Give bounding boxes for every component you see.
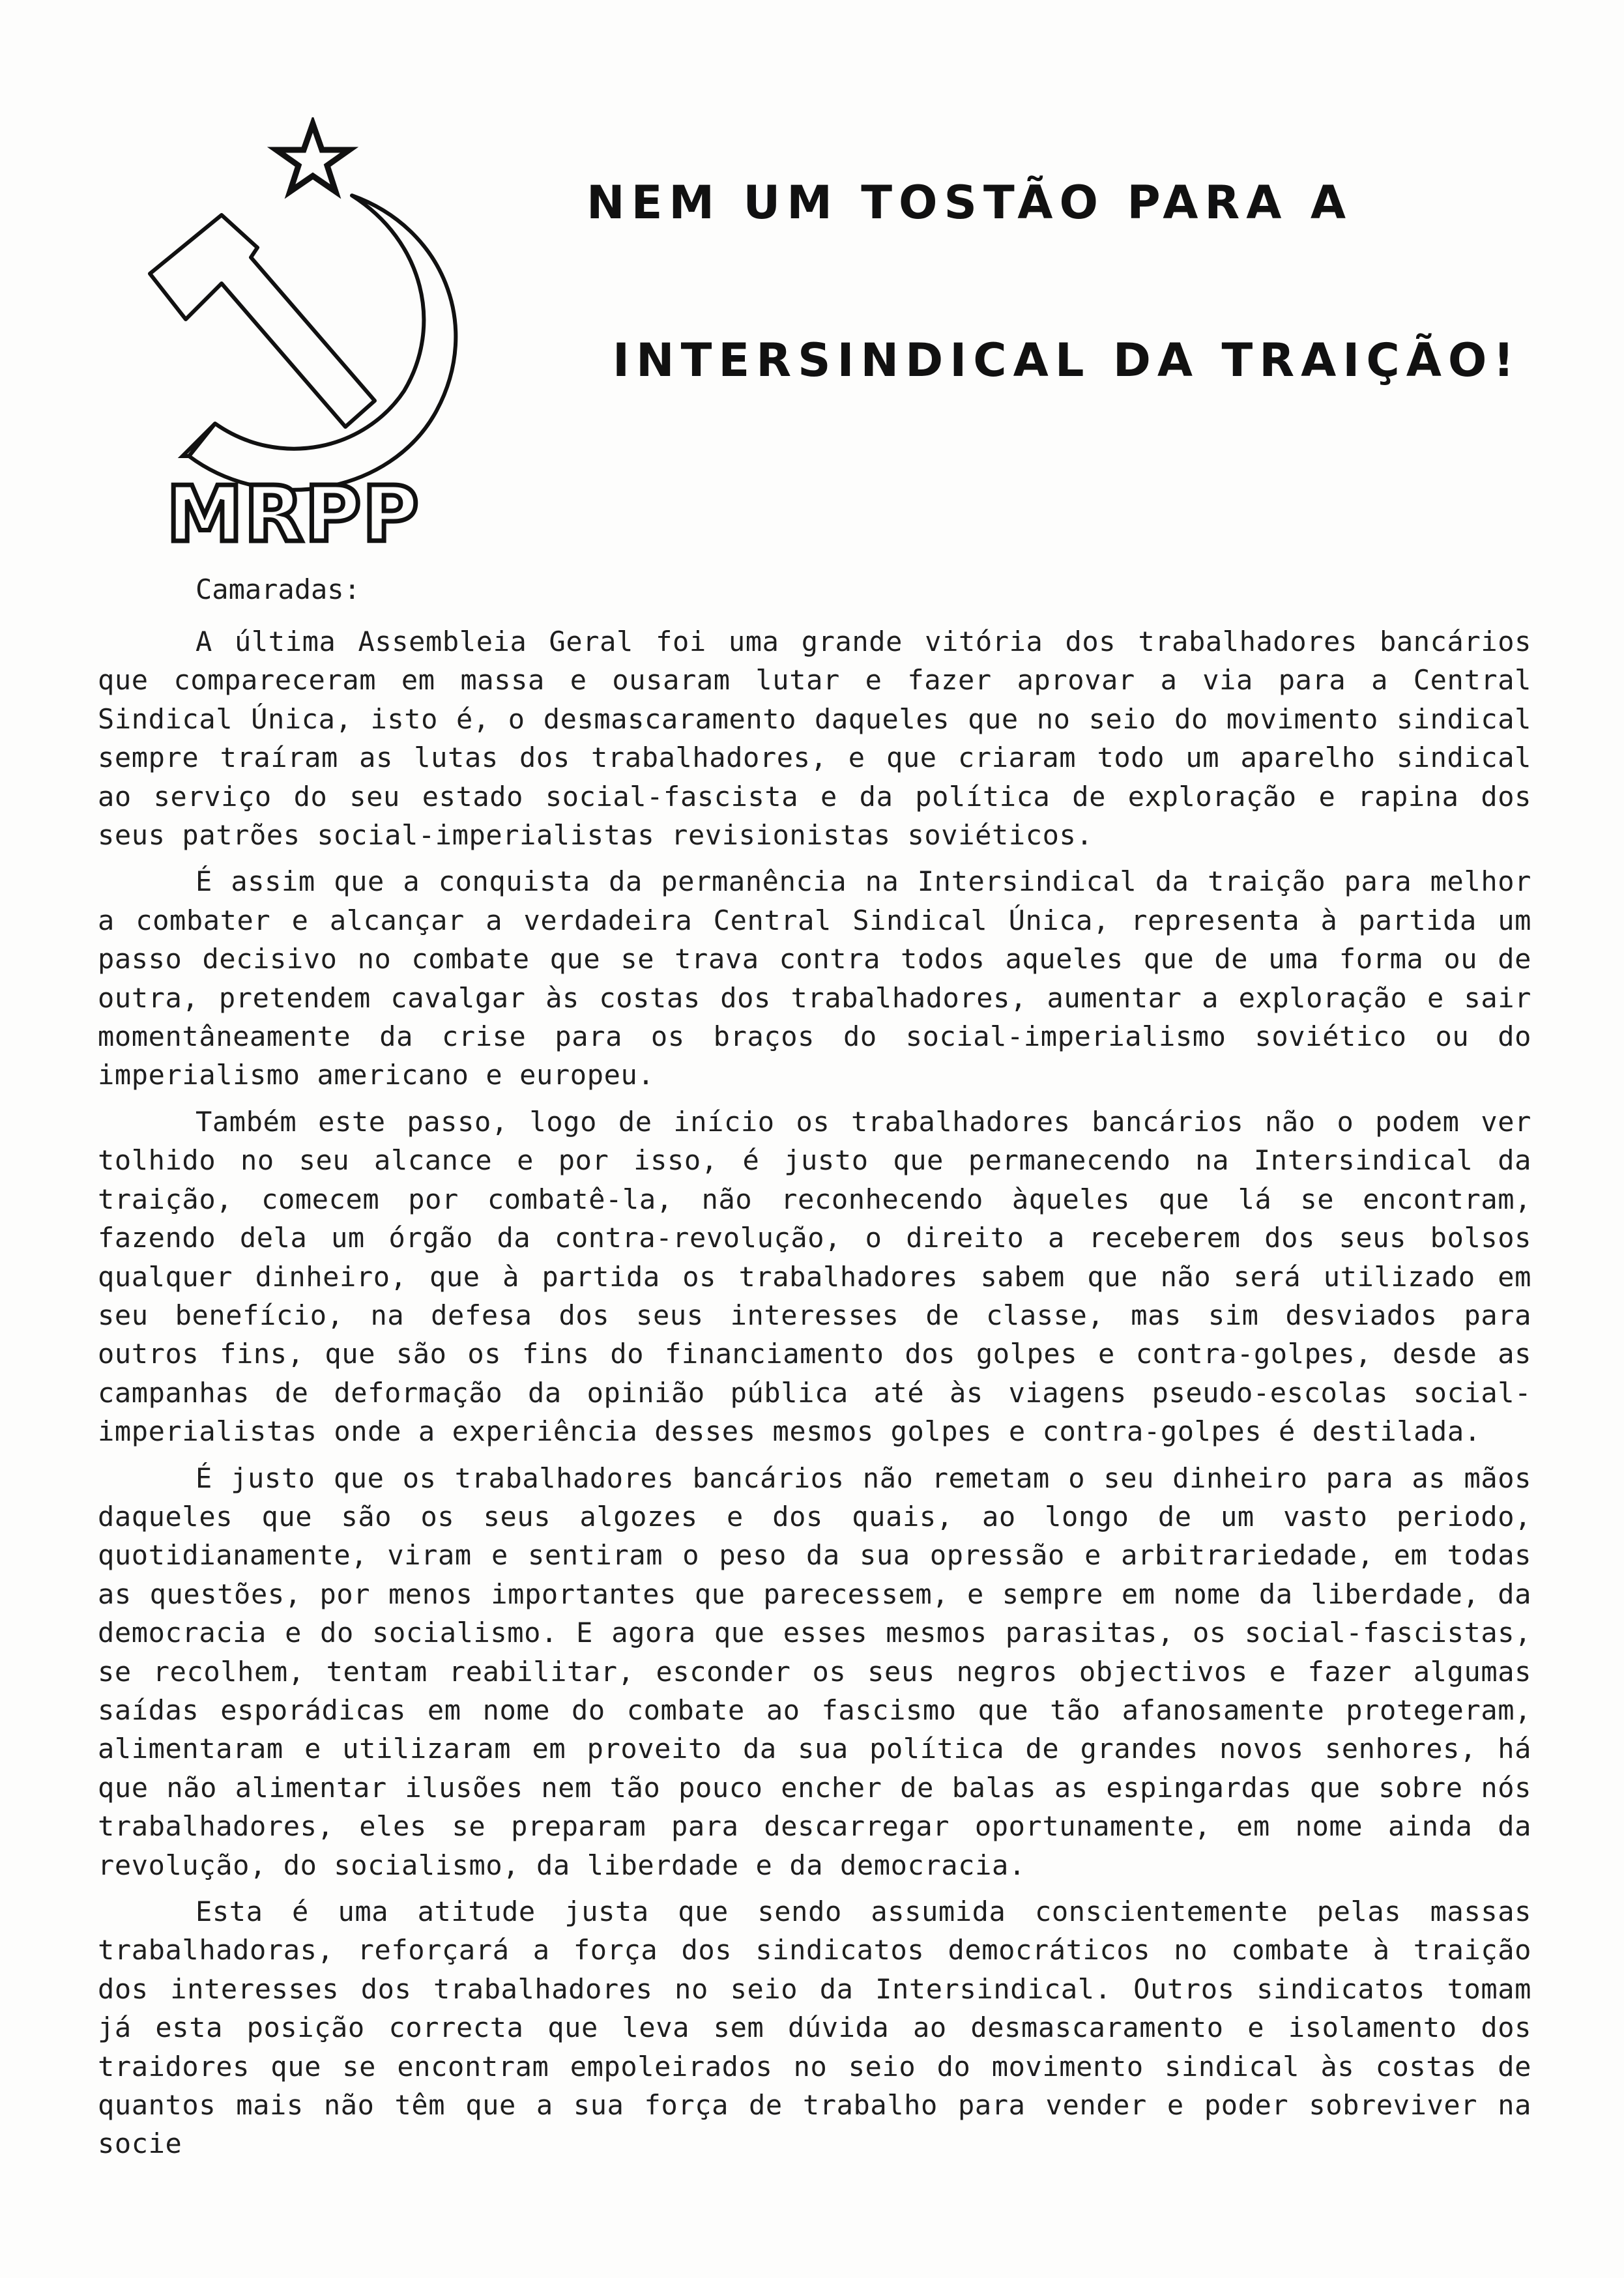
paragraph: Esta é uma atitude justa que sendo assumida conscientemente pelas massas trabalhadoras, reforçará a força dos sindicatos democráticos no combate à traição dos interesses dos trabalhadores no seio da Intersindical. Outros sindicatos tomam já esta posição correcta que leva sem dúvida ao desmascaramento e isolamento dos traidores que se encontram empoleirados no seio do movimento sindical às costas de quantos mais não têm que a sua força de trabalho para vender e poder sobreviver na socie (98, 1896, 1531, 2160)
paragraph: É assim que a conquista da permanência na Intersindical da traição para melhor a combater e alcançar a verdadeira Central Sindical Única, representa à partida um passo decisivo no combate que se trava contra todos aqueles que de uma forma ou de outra, pretendem cavalgar às costas dos trabalhadores, aumentar a exploração e sair momentâneamente da crise para os braços do social-imperialismo soviético ou do imperialismo americano e europeu. (98, 865, 1531, 1091)
headline-line-1: NEM UM TOSTÃO PARA A (587, 176, 1353, 229)
star-icon (276, 124, 349, 192)
paragraph: Também este passo, logo de início os trabalhadores bancários não o podem ver tolhido no seu alcance e por isso, é justo que permanecendo na Intersindical da traição, comecem por combatê-la, não reconhecendo àqueles que lá se encontram, fazendo dela um órgão da contra-revolução, o direito a receberem dos seus bolsos qualquer dinheiro, que à partida os trabalhadores sabem que não será utilizado em seu benefício, na defesa dos seus interesses de classe, mas sim desviados para outros fins, que são os fins do financiamento dos golpes e contra-golpes, desde as campanhas de deformação da opinião pública até às viagens pseudo-escolas social-imperialistas onde a experiência desses mesmos golpes e contra-golpes é destilada. (98, 1105, 1531, 1448)
paragraph: É justo que os trabalhadores bancários não remetam o seu dinheiro para as mãos daqueles que são os seus algozes e dos quais, ao longo de um vasto periodo, quotidianamente, viram e sentiram o peso da sua opressão e arbitrariedade, em todas as questões, por menos importantes que parecessem, e sempre em nome da liberdade, da democracia e do socialismo. E agora que esses mesmos parasitas, os social-fascistas, se recolhem, tentam reabilitar, esconder os seus negros objectivos e fazer algumas saídas esporádicas em nome do combate ao fascismo que tão afanosamente protegeram, alimentaram e utilizaram em proveito da sua política de grandes novos senhores, há que não alimentar ilusões nem tão pouco encher de balas as espingardas que sobre nós trabalhadores, eles se preparam para descarregar oportunamente, em nome ainda da revolução, do socialismo, da liberdade e da democracia. (98, 1462, 1531, 1881)
salutation: Camaradas: (196, 573, 360, 605)
logo-graphic (117, 117, 469, 560)
mrpp-lettering (166, 469, 420, 559)
body-text (98, 622, 1531, 2163)
svg-text:MRPP: MRPP (166, 469, 420, 559)
headline-line-2: INTERSINDICAL DA TRAIÇÃO! (613, 334, 1521, 387)
party-logo (117, 117, 469, 560)
sickle-icon (182, 195, 456, 490)
paragraph: A última Assembleia Geral foi uma grande vitória dos trabalhadores bancários que compareceram em massa e ousaram lutar e fazer aprovar a via para a Central Sindical Única, isto é, o desmascaramento daqueles que no seio do movimento sindical sempre traíram as lutas dos trabalhadores, e que criaram todo um aparelho sindical ao serviço do seu estado social-fascista e da política de exploração e rapina dos seus patrões social-imperialistas revisionistas soviéticos. (98, 626, 1531, 852)
hammer-icon (150, 215, 375, 427)
headline (587, 176, 1531, 387)
